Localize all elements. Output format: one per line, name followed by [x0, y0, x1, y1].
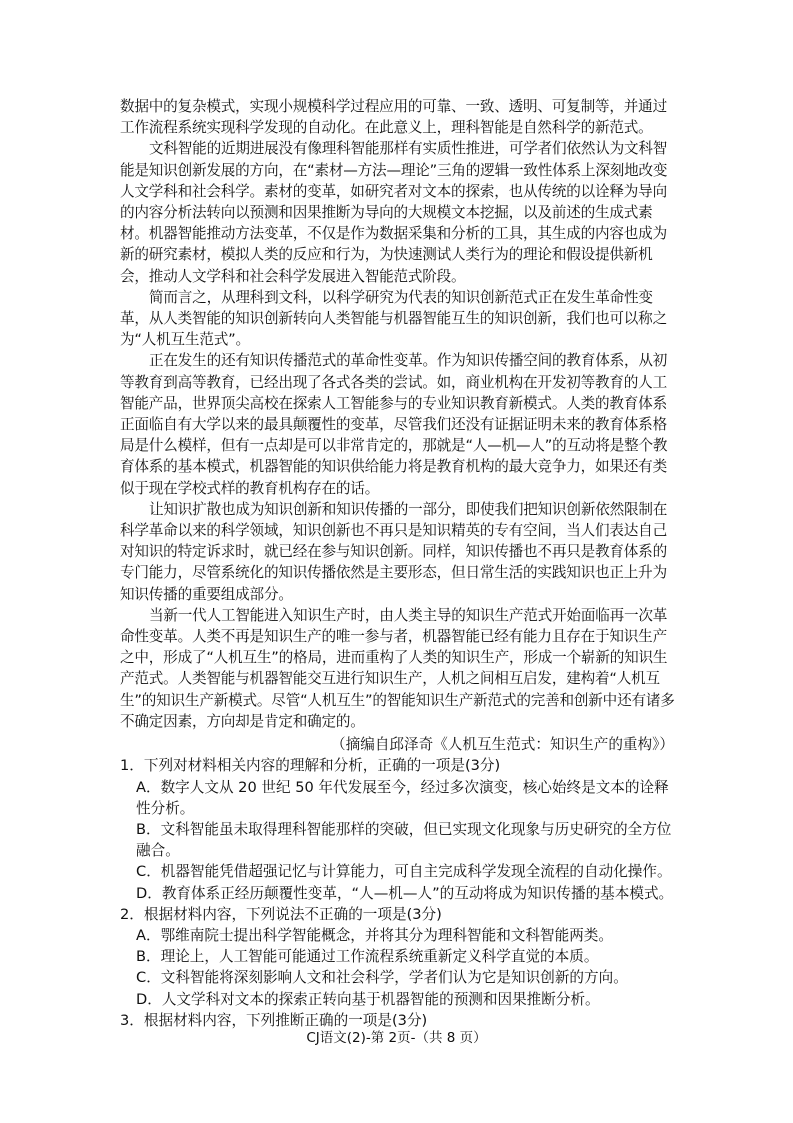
question-stem: 3．根据材料内容，下列推断正确的一项是(3分) [120, 1011, 428, 1029]
paragraph: 让知识扩散也成为知识创新和知识传播的一部分，即使我们把知识创新依然限制在科学革命以来的科学领域，知识创新也不再只是知识精英的专有空间，当人们表达自己对知识的特定诉求时，就已经在参与知识创新。同样，知识传播也不再只是教育体系的专门能力，尽管系统化的知识传播依然是主要形态，但日常生活的实践知识也正上升为知识传播的重要组成部分。 [120, 500, 668, 603]
paragraph: 正在发生的还有知识传播范式的革命性变革。作为知识传播空间的教育体系，从初等教育到高等教育，已经出现了各式各类的尝试。如，商业机构在开发初等教育的人工智能产品，世界顶尖高校在探索人工智能参与的专业知识教育新模式。人类的教育体系正面临自有大学以来的最具颠覆性的变革，尽管我们还没有证据证明未来的教育体系格局是什么模样，但有一点却是可以非常肯定的，那就是“人—机—人”的互动将是整个教育体系的基本模式，机器智能的知识供给能力将是教育机构的最大竞争力，如果还有类似于现在学校式样的教育机构存在的话。 [120, 352, 668, 497]
paragraph: 当新一代人工智能进入知识生产时，由人类主导的知识生产范式开始面临再一次革命性变革。人类不再是知识生产的唯一参与者，机器智能已经有能力且存在于知识生产之中，形成了“人机互生”的格局，进而重构了人类的知识生产，形成一个崭新的知识生产范式。人类智能与机器智能交互进行知识生产，人机之间相互启发，建构着“人机互生”的知识生产新模式。尽管“人机互生”的智能知识生产新范式的完善和创新中还有诸多不确定因素，方向却是肯定和确定的。 [120, 606, 675, 730]
option-a: A．数字人文从 20 世纪 50 年代发展至今，经过多次演变，核心始终是文本的诠释性分析。 [136, 778, 669, 817]
option-c: C．文科智能将深刻影响人文和社会科学，学者们认为它是知识创新的方向。 [136, 969, 628, 987]
paragraph: 数据中的复杂模式，实现小规模科学过程应用的可靠、一致、透明、可复制等，并通过工作流程系统实现科学发现的自动化。在此意义上，理科智能是自然科学的新范式。 [120, 98, 667, 137]
question-stem: 2．根据材料内容，下列说法不正确的一项是(3分) [120, 905, 442, 923]
option-d: D．人文学科对文本的探索正转向基于机器智能的预测和因果推断分析。 [136, 990, 600, 1008]
question-2 [120, 904, 680, 1010]
option-a: A．鄂维南院士提出科学智能概念，并将其分为理科智能和文科智能两类。 [136, 926, 613, 944]
paragraph: 文科智能的近期进展没有像理科智能那样有实质性推进，可学者们依然认为文科智能是知识创新发展的方向，在“素材—方法—理论”三角的逻辑一致性体系上深刻地改变人文学科和社会科学。素材的变革，如研究者对文本的探索，也从传统的以诠释为导向的内容分析法转向以预测和因果推断为导向的大规模文本挖掘，以及前述的生成式素材。机器智能推动方法变革，不仅是作为数据采集和分析的工具，其生成的内容也成为新的研究素材，模拟人类的反应和行为，为快速测试人类行为的理论和假设提供新机会，推动人文学科和社会科学发展进入智能范式阶段。 [120, 140, 668, 285]
page-content [120, 96, 680, 1031]
paragraph: 简而言之，从理科到文科，以科学研究为代表的知识创新范式正在发生革命性变革，从人类智能的知识创新转向人类智能与机器智能互生的知识创新，我们也可以称之为“人机互生范式”。 [120, 288, 667, 349]
source-citation: （摘编自邱泽奇《人机互生范式：知识生产的重构》） [331, 736, 674, 754]
question-stem: 1．下列对材料相关内容的理解和分析，正确的一项是(3分) [120, 757, 501, 775]
page-footer: CJ语文(2)-第 2页-（共 8 页） [306, 1030, 487, 1046]
option-c: C．机器智能凭借超强记忆与计算能力，可自主完成科学发现全流程的自动化操作。 [136, 863, 672, 881]
option-b: B．理论上，人工智能可能通过工作流程系统重新定义科学直觉的本质。 [136, 948, 599, 966]
option-d: D．教育体系正经历颠覆性变革，“人—机—人”的互动将成为知识传播的基本模式。 [136, 884, 674, 902]
question-1 [120, 755, 680, 903]
option-b: B．文科智能虽未取得理科智能那样的突破，但已实现文化现象与历史研究的全方位融合。 [136, 820, 672, 860]
